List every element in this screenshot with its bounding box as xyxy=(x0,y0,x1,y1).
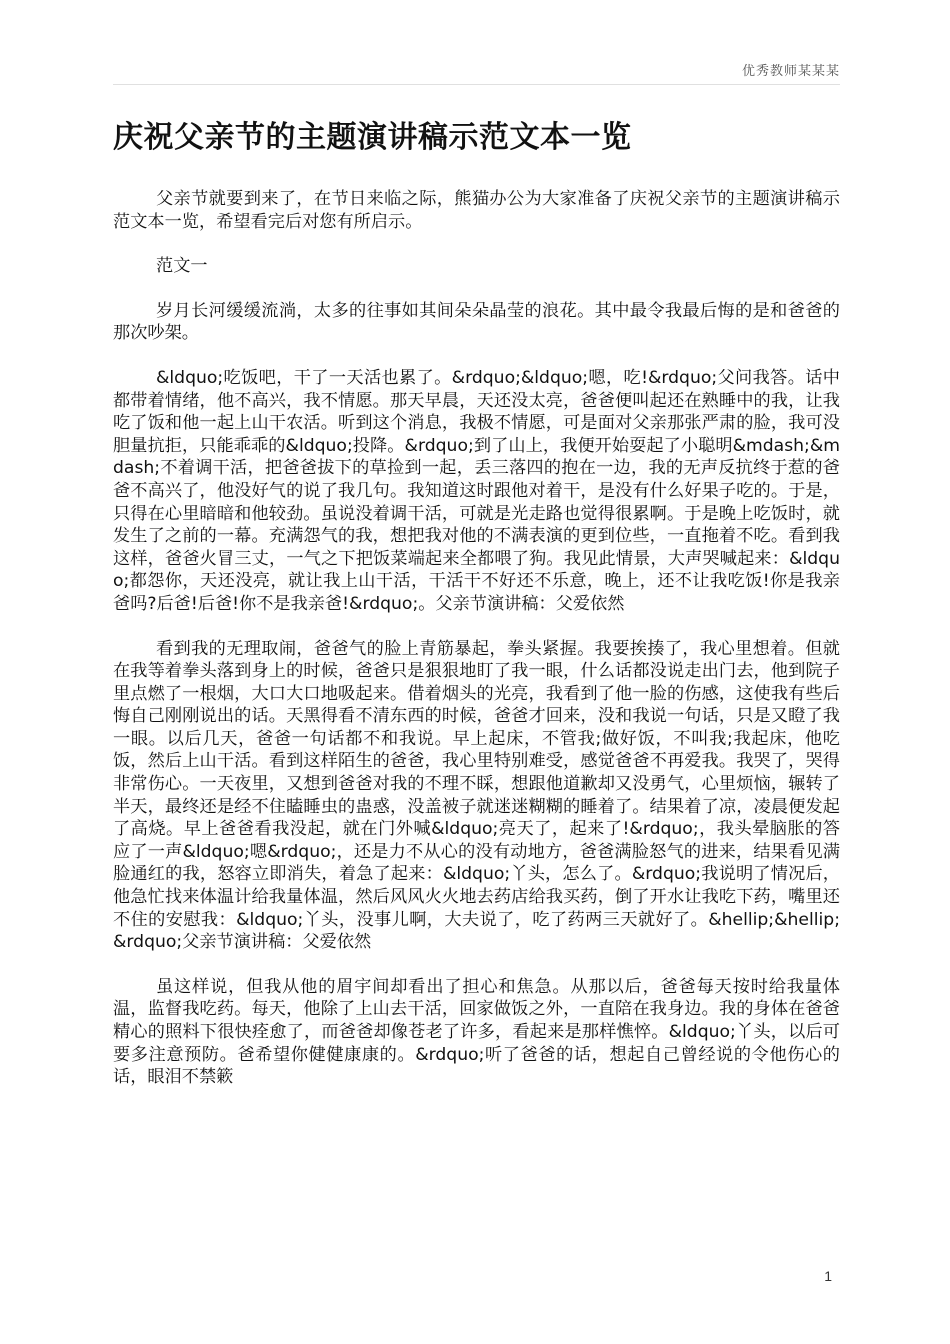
intro-text-after: 为大家准备了庆祝父亲节的主题演讲稿示范文本一览，希望看完后对您有所启示。 xyxy=(113,189,840,232)
body-paragraph: &ldquo;吃饭吧，干了一天活也累了。&rdquo;&ldquo;嗯，吃!&rdquo;父问我答。话中都带着情绪，他不高兴，我不情愿。那天早晨，天还没太亮，爸爸便叫起还在熟睡中的我，让我吃了饭和他一起上山干农活。听到这个消息，我极不情愿，可是面对父亲那张严肃的脸，我可没胆量抗拒，只能乖乖的&ldquo;投降。&rdquo;到了山上，我便开始耍起了小聪明&mdash;&mdash;不着调干活，把爸爸拔下的草捡到一起，丢三落四的抱在一边，我的无声反抗终于惹的爸爸不高兴了，他没好气的说了我几句。我知道这时跟他对着干，是没有什么好果子吃的。于是，只得在心里暗暗和他较劲。虽说没着调干活，可就是光走路也觉得很累啊。于是晚上吃饭时，就发生了之前的一幕。充满怨气的我，想把我对他的不满表演的更到位些，一直拖着不吃。看到我这样，爸爸火冒三丈，一气之下把饭菜端起来全都喂了狗。我见此情景，大声哭喊起来：&ldquo;都怨你，天还没亮，就让我上山干活，干活干不好还不乐意，晚上，还不让我吃饭!你是我亲爸吗?后爸!后爸!你不是我亲爸!&rdquo;。父亲节演讲稿：父爱依然 xyxy=(113,367,840,614)
body-paragraph: 虽这样说，但我从他的眉宇间却看出了担心和焦急。从那以后，爸爸每天按时给我量体温，监督我吃药。每天，他除了上山去干活，回家做饭之外，一直陪在我身边。我的身体在爸爸精心的照料下很快痊愈了，而爸爸却像苍老了许多，看起来是那样憔悴。&ldquo;丫头，以后可要多注意预防。爸希望你健健康康的。&rdquo;听了爸爸的话，想起自己曾经说的令他伤心的话，眼泪不禁簌 xyxy=(113,976,840,1088)
section-label: 范文一 xyxy=(156,256,208,277)
body-paragraph: 看到我的无理取闹，爸爸气的脸上青筋暴起，拳头紧握。我要挨揍了，我心里想着。但就在我等着拳头落到身上的时候，爸爸只是狠狠地盯了我一眼，什么话都没说走出门去，他到院子里点燃了一根烟，大口大口地吸起来。借着烟头的光亮，我看到了他一脸的伤感，这使我有些后悔自己刚刚说出的话。天黑得看不清东西的时候，爸爸才回来，没和我说一句话，只是又瞪了我一眼。以后几天，爸爸一句话都不和我说。早上起床，不管我;做好饭，不叫我;我起床，他吃饭，然后上山干活。看到这样陌生的爸爸，我心里特别难受，感觉爸爸不再爱我。我哭了，哭得非常伤心。一天夜里，又想到爸爸对我的不理不睬，想跟他道歉却又没勇气，心里烦恼，辗转了半天，最终还是经不住瞌睡虫的蛊惑，没盖被子就迷迷糊糊的睡着了。结果着了凉，凌晨便发起了高烧。早上爸爸看我没起，就在门外喊&ldquo;亮天了，起来了!&rdquo;，我头晕脑胀的答应了一声&ldquo;嗯&rdquo;，还是力不从心的没有动地方，爸爸满脸怒气的进来，结果看见满脸通红的我，怒容立即消失，着急了起来：&ldquo;丫头，怎么了。&rdquo;我说明了情况后，他急忙找来体温计给我量体温，然后风风火火地去药店给我买药，倒了开水让我吃下药，嘴里还不住的安慰我：&ldquo;丫头，没事儿啊，大夫说了，吃了药两三天就好了。&hellip;&hellip;&rdquo;父亲节演讲稿：父爱依然 xyxy=(113,638,840,953)
body-paragraph: 岁月长河缓缓流淌，太多的往事如其间朵朵晶莹的浪花。其中最令我最后悔的是和爸爸的那次吵架。 xyxy=(113,300,840,344)
brand-name: 熊猫办公 xyxy=(454,189,525,209)
header-author-note: 优秀教师某某某 xyxy=(741,64,840,79)
header-divider xyxy=(113,84,840,85)
page-number: 1 xyxy=(824,1268,832,1284)
document-body xyxy=(113,188,840,1111)
document-title: 庆祝父亲节的主题演讲稿示范文本一览 xyxy=(113,120,632,155)
intro-paragraph xyxy=(113,188,840,233)
intro-text-before: 父亲节就要到来了，在节日来临之际， xyxy=(156,189,455,209)
